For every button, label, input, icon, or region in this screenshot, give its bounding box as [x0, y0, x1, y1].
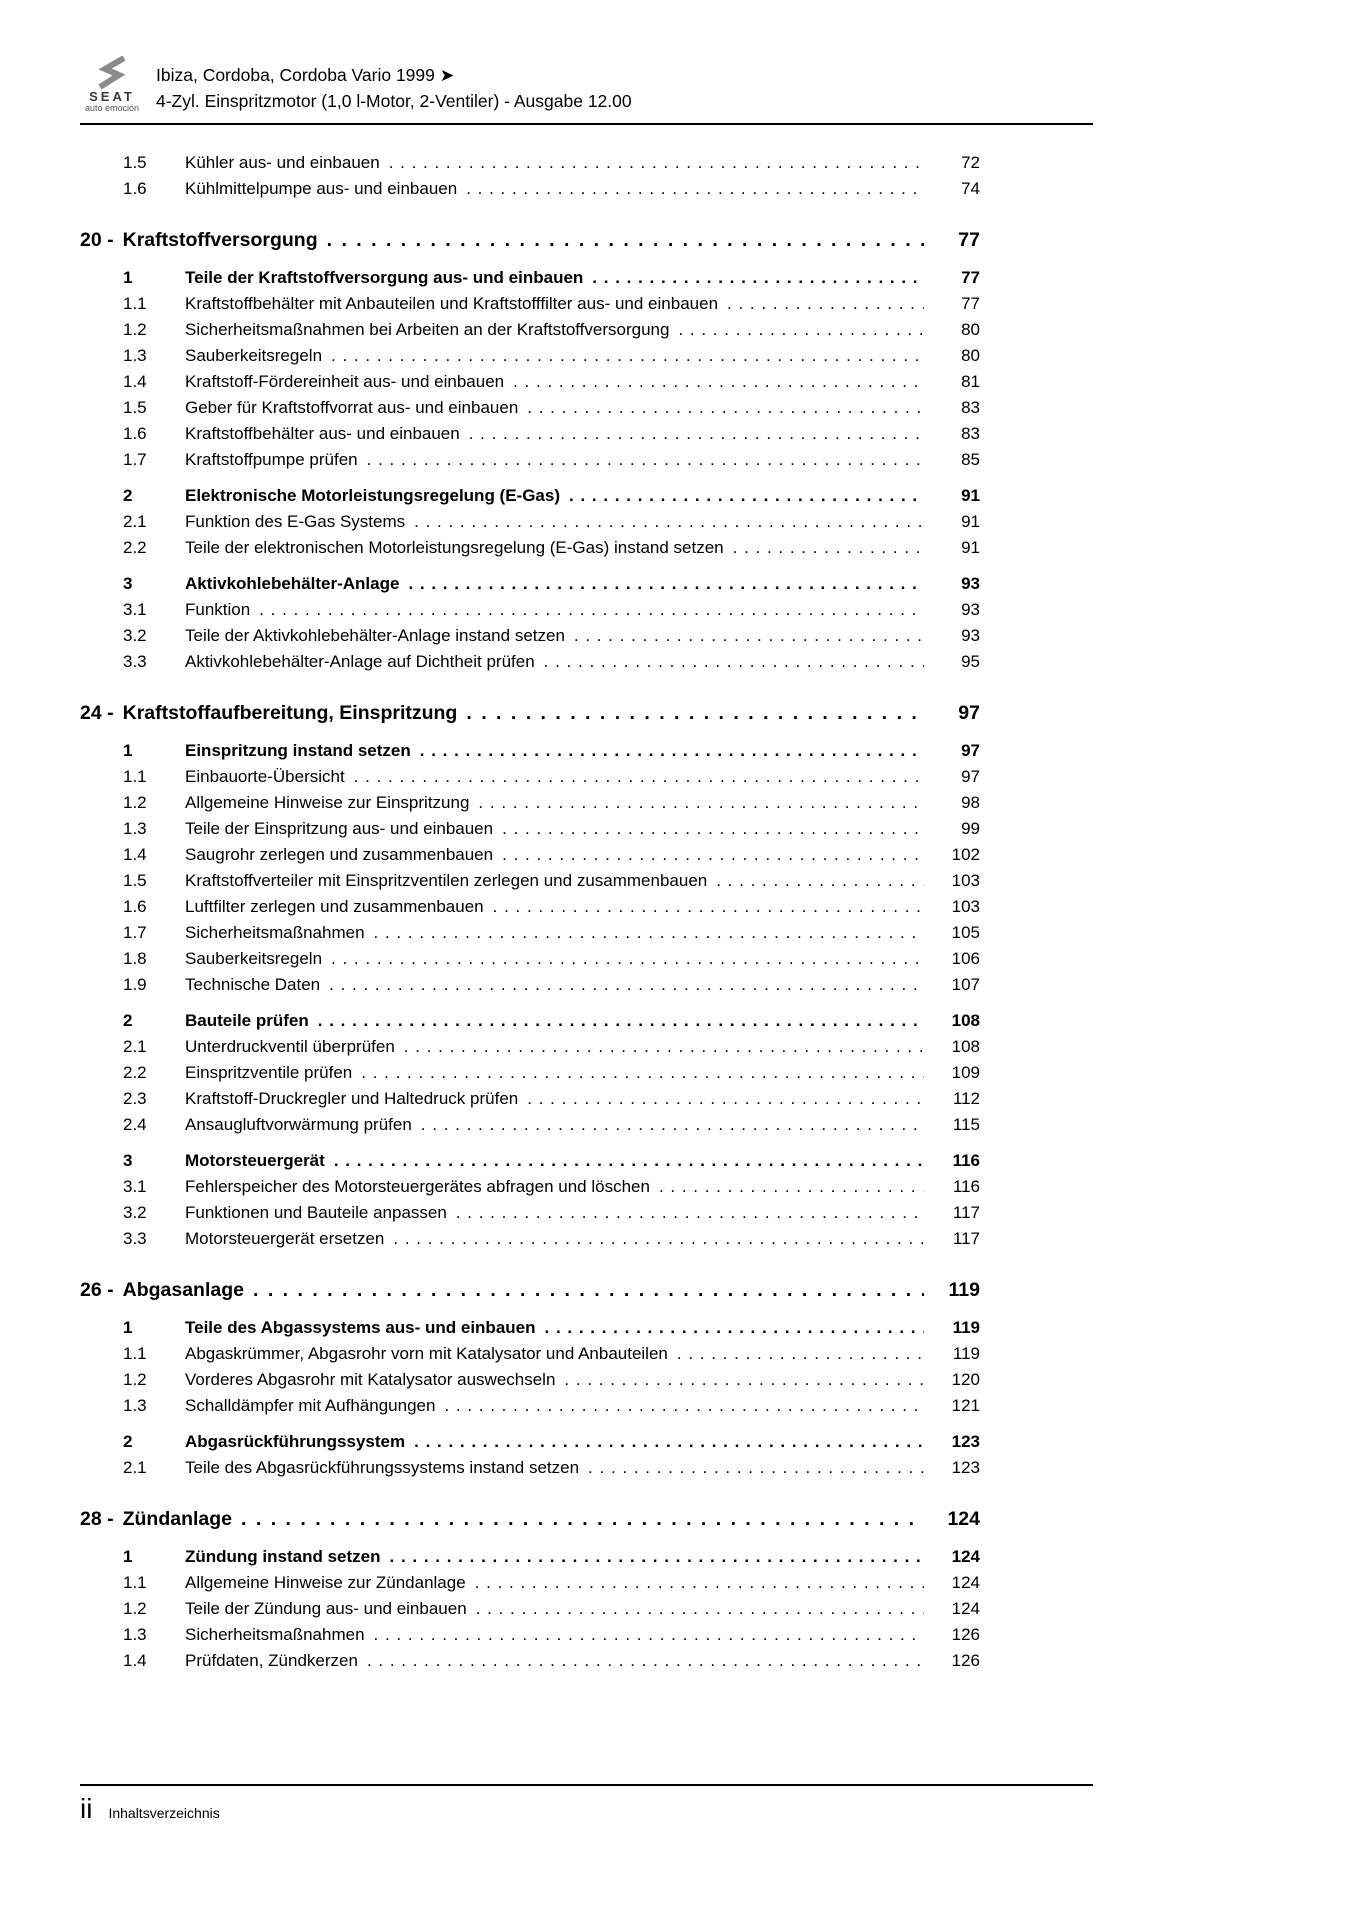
toc-entry-page: 80 [961, 320, 980, 339]
toc-entry-title: Einspritzventile prüfen [185, 1063, 353, 1082]
toc-row [80, 447, 980, 473]
toc-entry-title: Elektronische Motorleistungsregelung (E-Gas) [185, 486, 561, 505]
toc-entry-page: 116 [952, 1151, 980, 1170]
toc-entry-title: Teile der Zündung aus- und einbauen [185, 1599, 467, 1618]
toc-entry-page: 72 [961, 153, 980, 172]
header-model-line: Ibiza, Cordoba, Cordoba Vario 1999 ➤ [156, 65, 455, 85]
toc-dot-leader [493, 894, 924, 920]
toc-dot-leader [733, 535, 924, 561]
toc-entry-page: 119 [952, 1344, 980, 1363]
toc-entry-page: 74 [961, 179, 980, 198]
toc-entry-title: Technische Daten [185, 975, 321, 994]
toc-entry-title: Teile des Abgasrückführungssystems instand setzen [185, 1458, 580, 1477]
toc-entry-title: Teile des Abgassystems aus- und einbauen [185, 1318, 536, 1337]
toc-entry-page: 102 [951, 845, 980, 864]
toc-row [80, 343, 980, 369]
toc-row [80, 597, 980, 623]
toc-row [80, 1341, 980, 1367]
toc-entry-number: 1.1 [123, 1344, 147, 1363]
toc-entry-title: Geber für Kraftstoffvorrat aus- und einbauen [185, 398, 519, 417]
toc-entry-page: 97 [958, 702, 980, 724]
toc-row [80, 894, 980, 920]
toc-entry-page: 97 [961, 741, 980, 760]
toc-dot-leader [659, 1174, 924, 1200]
toc-entry-number: 1.3 [123, 1396, 147, 1415]
toc-dot-leader [334, 1148, 924, 1174]
toc-entry-page: 123 [951, 1458, 980, 1477]
toc-dot-leader [466, 698, 924, 728]
toc-entry-page: 107 [951, 975, 980, 994]
toc-dot-leader [421, 1112, 924, 1138]
toc-dot-leader [544, 649, 924, 675]
toc-entry-number: 3.3 [123, 652, 147, 671]
toc-entry-page: 91 [961, 512, 980, 531]
toc-row [80, 1648, 980, 1674]
toc-dot-leader [420, 738, 924, 764]
toc-row [80, 1086, 980, 1112]
toc-entry-title: Kühlmittelpumpe aus- und einbauen [185, 179, 458, 198]
toc-row [80, 946, 980, 972]
toc-row [80, 1226, 980, 1252]
toc-entry-page: 81 [961, 372, 980, 391]
toc-row [80, 225, 980, 255]
toc-dot-leader [389, 150, 924, 176]
toc-entry-page: 124 [951, 1547, 980, 1566]
toc-row [80, 1544, 980, 1570]
toc-entry-title: Vorderes Abgasrohr mit Katalysator auswechseln [185, 1370, 556, 1389]
page-footer [80, 1784, 1093, 1824]
toc-entry-title: Teile der Kraftstoffversorgung aus- und einbauen [185, 268, 584, 287]
toc-entry-page: 91 [961, 538, 980, 557]
toc-entry-title: Motorsteuergerät ersetzen [185, 1229, 385, 1248]
toc-dot-leader [327, 225, 924, 255]
header-rule [80, 123, 1093, 125]
toc-entry-page: 124 [951, 1573, 980, 1592]
toc-entry-title: Abgasrückführungssystem [185, 1432, 406, 1451]
toc-entry-title: Kraftstoffversorgung [122, 229, 318, 251]
toc-dot-leader [716, 868, 924, 894]
toc-entry-page: 103 [951, 871, 980, 890]
seat-s-icon [80, 56, 144, 90]
toc-entry-title: Kraftstoff-Fördereinheit aus- und einbauen [185, 372, 505, 391]
toc-entry-title: Teile der elektronischen Motorleistungsregelung (E-Gas) instand setzen [185, 538, 724, 557]
toc-entry-number: 20 - [80, 229, 114, 251]
toc-dot-leader [361, 1060, 924, 1086]
toc-entry-page: 109 [951, 1063, 980, 1082]
toc-row [80, 1112, 980, 1138]
toc-entry-number: 2.1 [123, 512, 147, 531]
toc-row [80, 483, 980, 509]
toc-entry-page: 106 [951, 949, 980, 968]
toc-entry-title: Motorsteuergerät [185, 1151, 325, 1170]
toc-entry-title: Sauberkeitsregeln [185, 346, 323, 365]
toc-row [80, 816, 980, 842]
toc-entry-number: 1.6 [123, 897, 147, 916]
toc-entry-number: 1 [123, 741, 133, 760]
toc-row [80, 1393, 980, 1419]
toc-entry-number: 1 [123, 1547, 133, 1566]
toc-entry-number: 1.6 [123, 179, 147, 198]
footer-label: Inhaltsverzeichnis [108, 1805, 220, 1821]
toc-entry-page: 105 [951, 923, 980, 942]
toc-entry-number: 1.1 [123, 294, 147, 313]
toc-entry-page: 116 [952, 1177, 980, 1196]
toc-row [80, 369, 980, 395]
toc-entry-page: 99 [961, 819, 980, 838]
footer-page-number: ii [80, 1793, 93, 1824]
toc-entry-number: 1 [123, 1318, 133, 1337]
toc-dot-leader [574, 623, 924, 649]
toc-entry-number: 3 [123, 1151, 133, 1170]
toc-entry-title: Kraftstoff-Druckregler und Haltedruck prüfen [185, 1089, 519, 1108]
toc-entry-page: 115 [952, 1115, 980, 1134]
toc-entry-number: 2 [123, 486, 133, 505]
toc-dot-leader [331, 946, 924, 972]
toc-dot-leader [727, 291, 924, 317]
toc [80, 150, 980, 1674]
toc-entry-title: Kraftstoffverteiler mit Einspritzventilen zerlegen und zusammenbauen [185, 871, 708, 890]
toc-entry-title: Abgaskrümmer, Abgasrohr vorn mit Katalysator und Anbauteilen [185, 1344, 668, 1363]
toc-row [80, 395, 980, 421]
toc-entry-page: 103 [951, 897, 980, 916]
toc-entry-number: 3.2 [123, 1203, 147, 1222]
toc-entry-title: Kraftstoffbehälter aus- und einbauen [185, 424, 460, 443]
toc-entry-number: 1.2 [123, 1599, 147, 1618]
toc-entry-number: 1.3 [123, 1625, 147, 1644]
toc-entry-number: 24 - [80, 702, 114, 724]
toc-entry-page: 97 [961, 767, 980, 786]
toc-entry-title: Einspritzung instand setzen [185, 741, 411, 760]
toc-dot-leader [354, 764, 924, 790]
toc-entry-title: Kraftstoffbehälter mit Anbauteilen und Kraftstofffilter aus- und einbauen [185, 294, 719, 313]
toc-entry-number: 1.5 [123, 153, 147, 172]
toc-dot-leader [329, 972, 924, 998]
toc-dot-leader [414, 1429, 924, 1455]
toc-entry-number: 1.6 [123, 424, 147, 443]
toc-dot-leader [569, 483, 924, 509]
toc-entry-title: Kraftstoffpumpe prüfen [185, 450, 358, 469]
brand-text: SEAT [89, 89, 135, 104]
toc-entry-number: 1.5 [123, 871, 147, 890]
toc-dot-leader [367, 1648, 924, 1674]
page-header [80, 56, 1093, 125]
toc-entry-title: Zündanlage [122, 1508, 233, 1530]
toc-dot-leader [478, 790, 924, 816]
toc-entry-title: Aktivkohlebehälter-Anlage auf Dichtheit prüfen [185, 652, 535, 671]
toc-entry-page: 117 [952, 1229, 980, 1248]
toc-row [80, 623, 980, 649]
toc-entry-number: 26 - [80, 1279, 114, 1301]
toc-dot-leader [475, 1570, 924, 1596]
toc-dot-leader [469, 421, 924, 447]
toc-row [80, 535, 980, 561]
toc-row [80, 317, 980, 343]
toc-entry-page: 124 [951, 1599, 980, 1618]
toc-entry-page: 123 [951, 1432, 980, 1451]
toc-entry-title: Ansaugluftvorwärmung prüfen [185, 1115, 412, 1134]
toc-entry-page: 108 [951, 1037, 980, 1056]
toc-row [80, 1200, 980, 1226]
toc-entry-page: 117 [952, 1203, 980, 1222]
toc-entry-page: 77 [958, 229, 980, 251]
toc-entry-number: 1.5 [123, 398, 147, 417]
toc-row [80, 1455, 980, 1481]
toc-row [80, 764, 980, 790]
toc-row [80, 1570, 980, 1596]
toc-entry-title: Fehlerspeicher des Motorsteuergerätes abfragen und löschen [185, 1177, 650, 1196]
toc-row [80, 972, 980, 998]
toc-row [80, 1060, 980, 1086]
toc-entry-page: 93 [961, 574, 980, 593]
toc-dot-leader [390, 1544, 925, 1570]
toc-dot-leader [456, 1200, 924, 1226]
toc-dot-leader [476, 1596, 924, 1622]
toc-entry-page: 85 [961, 450, 980, 469]
toc-dot-leader [374, 920, 924, 946]
toc-row [80, 868, 980, 894]
toc-entry-title: Bauteile prüfen [185, 1011, 309, 1030]
toc-entry-number: 1.2 [123, 1370, 147, 1389]
toc-entry-number: 3.1 [123, 1177, 147, 1196]
toc-entry-title: Zündung instand setzen [185, 1547, 381, 1566]
toc-entry-title: Teile der Aktivkohlebehälter-Anlage instand setzen [185, 626, 565, 645]
toc-entry-number: 1.4 [123, 1651, 147, 1670]
toc-dot-leader [502, 842, 924, 868]
toc-entry-title: Teile der Einspritzung aus- und einbauen [185, 819, 494, 838]
toc-row [80, 1275, 980, 1305]
toc-entry-page: 83 [961, 424, 980, 443]
toc-entry-number: 3.1 [123, 600, 147, 619]
toc-row [80, 265, 980, 291]
toc-entry-number: 3 [123, 574, 133, 593]
toc-entry-title: Sicherheitsmaßnahmen [185, 923, 365, 942]
toc-entry-number: 1 [123, 268, 133, 287]
toc-entry-title: Allgemeine Hinweise zur Zündanlage [185, 1573, 466, 1592]
toc-entry-page: 120 [951, 1370, 980, 1389]
toc-entry-number: 1.3 [123, 819, 147, 838]
toc-entry-title: Funktionen und Bauteile anpassen [185, 1203, 447, 1222]
toc-row [80, 291, 980, 317]
toc-row [80, 176, 980, 202]
toc-entry-page: 121 [951, 1396, 980, 1415]
toc-entry-title: Saugrohr zerlegen und zusammenbauen [185, 845, 494, 864]
toc-dot-leader [527, 1086, 924, 1112]
toc-entry-page: 108 [951, 1011, 980, 1030]
toc-entry-title: Prüfdaten, Zündkerzen [185, 1651, 358, 1670]
toc-entry-title: Sicherheitsmaßnahmen bei Arbeiten an der Kraftstoffversorgung [185, 320, 670, 339]
toc-dot-leader [318, 1008, 924, 1034]
toc-entry-title: Aktivkohlebehälter-Anlage [185, 574, 400, 593]
toc-entry-number: 2.1 [123, 1458, 147, 1477]
toc-entry-title: Sauberkeitsregeln [185, 949, 323, 968]
toc-entry-title: Funktion des E-Gas Systems [185, 512, 406, 531]
toc-row [80, 1429, 980, 1455]
toc-entry-page: 98 [961, 793, 980, 812]
toc-dot-leader [367, 447, 924, 473]
toc-entry-number: 1.2 [123, 320, 147, 339]
toc-row [80, 920, 980, 946]
toc-dot-leader [253, 1275, 924, 1305]
toc-entry-number: 2.3 [123, 1089, 147, 1108]
toc-dot-leader [241, 1504, 924, 1534]
toc-row [80, 1034, 980, 1060]
toc-row [80, 1367, 980, 1393]
toc-entry-number: 1.9 [123, 975, 147, 994]
toc-row [80, 1174, 980, 1200]
toc-row [80, 150, 980, 176]
toc-entry-title: Luftfilter zerlegen und zusammenbauen [185, 897, 484, 916]
toc-dot-leader [564, 1367, 924, 1393]
header-engine-line: 4-Zyl. Einspritzmotor (1,0 l-Motor, 2-Ventiler) - Ausgabe 12.00 [156, 91, 632, 111]
toc-entry-number: 1.2 [123, 793, 147, 812]
toc-dot-leader [527, 395, 924, 421]
toc-entry-page: 119 [948, 1279, 980, 1301]
toc-entry-title: Kraftstoffaufbereitung, Einspritzung [122, 702, 458, 724]
toc-entry-number: 3.3 [123, 1229, 147, 1248]
toc-entry-page: 91 [961, 486, 980, 505]
toc-entry-page: 80 [961, 346, 980, 365]
toc-entry-page: 77 [961, 294, 980, 313]
toc-dot-leader [592, 265, 924, 291]
toc-row [80, 790, 980, 816]
toc-entry-title: Sicherheitsmaßnahmen [185, 1625, 365, 1644]
toc-entry-number: 1.8 [123, 949, 147, 968]
seat-logo [80, 56, 144, 114]
brand-tagline: auto emoción [84, 103, 140, 113]
toc-entry-title: Schalldämpfer mit Aufhängungen [185, 1396, 436, 1415]
toc-entry-number: 1.1 [123, 1573, 147, 1592]
toc-entry-number: 1.3 [123, 346, 147, 365]
toc-entry-number: 1.4 [123, 372, 147, 391]
toc-dot-leader [414, 509, 924, 535]
toc-dot-leader [374, 1622, 924, 1648]
toc-dot-leader [393, 1226, 924, 1252]
toc-entry-number: 3.2 [123, 626, 147, 645]
toc-dot-leader [466, 176, 924, 202]
toc-entry-number: 2.1 [123, 1037, 147, 1056]
toc-entry-page: 83 [961, 398, 980, 417]
toc-row [80, 649, 980, 675]
toc-entry-title: Allgemeine Hinweise zur Einspritzung [185, 793, 470, 812]
toc-dot-leader [404, 1034, 924, 1060]
toc-dot-leader [588, 1455, 924, 1481]
toc-row [80, 738, 980, 764]
toc-entry-page: 126 [951, 1625, 980, 1644]
toc-entry-title: Abgasanlage [122, 1279, 244, 1301]
toc-dot-leader [331, 343, 924, 369]
toc-row [80, 842, 980, 868]
toc-entry-page: 126 [951, 1651, 980, 1670]
toc-entry-number: 1.4 [123, 845, 147, 864]
toc-dot-leader [502, 816, 924, 842]
toc-entry-number: 28 - [80, 1508, 114, 1530]
toc-entry-title: Kühler aus- und einbauen [185, 153, 380, 172]
toc-entry-page: 77 [961, 268, 980, 287]
toc-entry-number: 1.7 [123, 923, 147, 942]
toc-dot-leader [408, 571, 924, 597]
toc-row [80, 698, 980, 728]
toc-row [80, 1315, 980, 1341]
toc-entry-page: 95 [961, 652, 980, 671]
toc-entry-number: 1.7 [123, 450, 147, 469]
toc-entry-number: 1.1 [123, 767, 147, 786]
toc-entry-page: 93 [961, 600, 980, 619]
toc-row [80, 421, 980, 447]
toc-entry-page: 93 [961, 626, 980, 645]
toc-entry-page: 119 [952, 1318, 980, 1337]
toc-row [80, 1622, 980, 1648]
toc-row [80, 1008, 980, 1034]
toc-row [80, 1504, 980, 1534]
header-titles [156, 56, 632, 114]
toc-entry-title: Einbauorte-Übersicht [185, 767, 345, 786]
toc-row [80, 509, 980, 535]
toc-row [80, 1148, 980, 1174]
toc-dot-leader [259, 597, 924, 623]
toc-entry-page: 124 [947, 1508, 980, 1530]
toc-entry-number: 2 [123, 1011, 133, 1030]
toc-dot-leader [677, 1341, 924, 1367]
toc-dot-leader [545, 1315, 925, 1341]
toc-dot-leader [513, 369, 924, 395]
toc-entry-number: 2 [123, 1432, 133, 1451]
toc-row [80, 571, 980, 597]
toc-row [80, 1596, 980, 1622]
toc-entry-number: 2.2 [123, 1063, 147, 1082]
toc-dot-leader [678, 317, 924, 343]
toc-entry-title: Funktion [185, 600, 251, 619]
toc-entry-number: 2.4 [123, 1115, 147, 1134]
toc-entry-number: 2.2 [123, 538, 147, 557]
toc-entry-title: Unterdruckventil überprüfen [185, 1037, 395, 1056]
toc-entry-page: 112 [952, 1089, 980, 1108]
toc-dot-leader [444, 1393, 924, 1419]
